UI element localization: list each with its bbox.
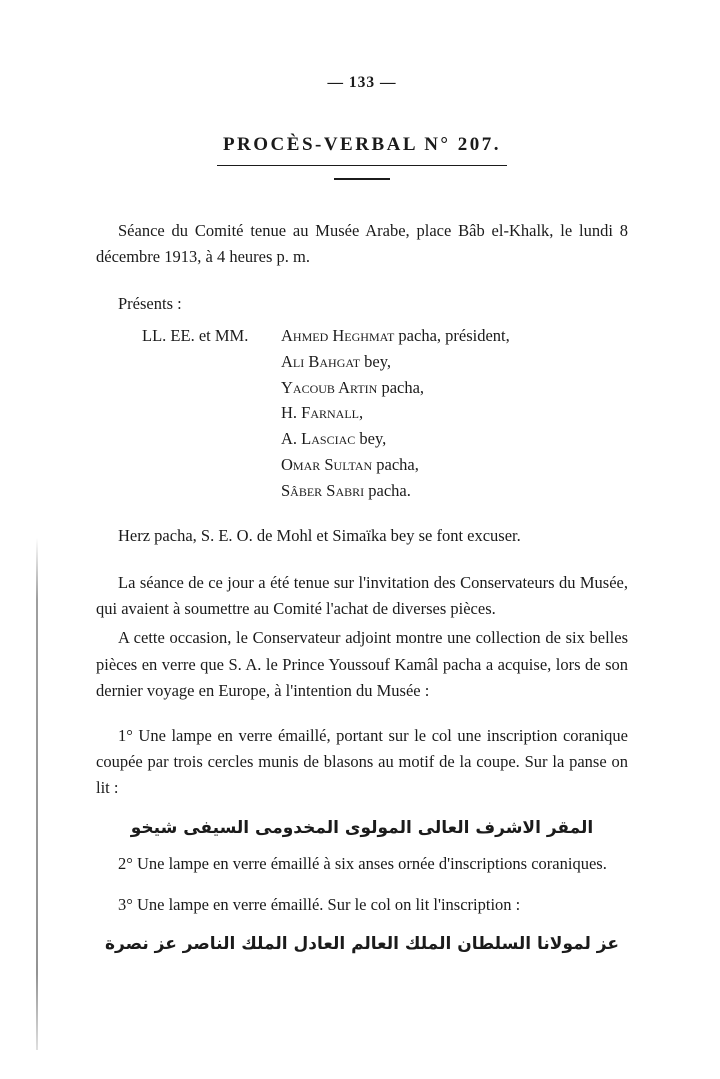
attendee-title: , [359, 403, 364, 423]
attendee-title: bey, [360, 351, 392, 371]
attendee-title: bey, [355, 429, 387, 449]
body-paragraph-1: La séance de ce jour a été tenue sur l'invitation des Conservateurs du Musée, qui avaient à soumettre au Comité l'achat de diverses pièces. [96, 572, 628, 619]
scan-artifact-line [36, 538, 38, 1050]
attendee-name: H. Farnall [281, 403, 360, 423]
body-paragraph-2: A cette occasion, le Conservateur adjoint montre une collection de six belles pièces en verre que S. A. le Prince Youssouf Kamâl pacha a acquise, lors de son dernier voyage en Europe, à l'intention du Musée : [96, 628, 628, 701]
list-item-1: 1° Une lampe en verre émaillé, portant sur le col une inscription coranique coupée par trois cercles munis de blasons au motif de la coupe. Sur la panse on lit : [96, 725, 628, 798]
attendee-title: pacha. [364, 480, 411, 500]
attendee-list [142, 323, 628, 503]
attendee-name: Omar Sultan [281, 454, 373, 474]
attendee-name: Yacoub Artin [281, 377, 378, 397]
attendee-row [142, 452, 628, 478]
attendee-name: Sâber Sabri [281, 480, 365, 500]
attendee-title: pacha, [377, 377, 425, 397]
presents-label: Présents : [118, 293, 182, 313]
arabic-inscription-1: المقر الاشرف العالى المولوى المخدومى السيفى شيخو [130, 817, 594, 838]
attendees-prefix: LL. EE. et MM. [142, 326, 249, 346]
excused-members-line: Herz pacha, S. E. O. de Mohl et Simaïka bey se font excuser. [118, 526, 521, 546]
attendee-name: A. Lasciac [281, 429, 356, 449]
title-block [96, 134, 628, 180]
attendee-row [142, 400, 628, 426]
attendee-row [142, 375, 628, 401]
title-rule [334, 178, 390, 180]
page-number: — 133 — [327, 74, 397, 91]
attendee-name: Ahmed Heghmat [281, 326, 395, 346]
attendee-row [142, 478, 628, 504]
attendee-title: pacha, [372, 454, 419, 474]
arabic-inscription-2: عز لمولانا السلطان الملك العالم العادل الملك الناصر عز نصرة [104, 934, 619, 955]
list-item-3: 3° Une lampe en verre émaillé. Sur le col on lit l'inscription : [118, 894, 521, 914]
list-item-2: 2° Une lampe en verre émaillé à six anses ornée d'inscriptions coraniques. [118, 854, 607, 874]
attendee-title: pacha, président, [394, 326, 510, 346]
attendee-row [142, 349, 628, 375]
session-intro-paragraph: Séance du Comité tenue au Musée Arabe, place Bâb el-Khalk, le lundi 8 décembre 1913, à 4 heures p. m. [96, 221, 628, 267]
attendee-row [142, 426, 628, 452]
attendee-row [142, 323, 628, 349]
document-title: PROCÈS-VERBAL N° 207. [217, 134, 507, 166]
attendee-name: Ali Bahgat [281, 351, 361, 371]
